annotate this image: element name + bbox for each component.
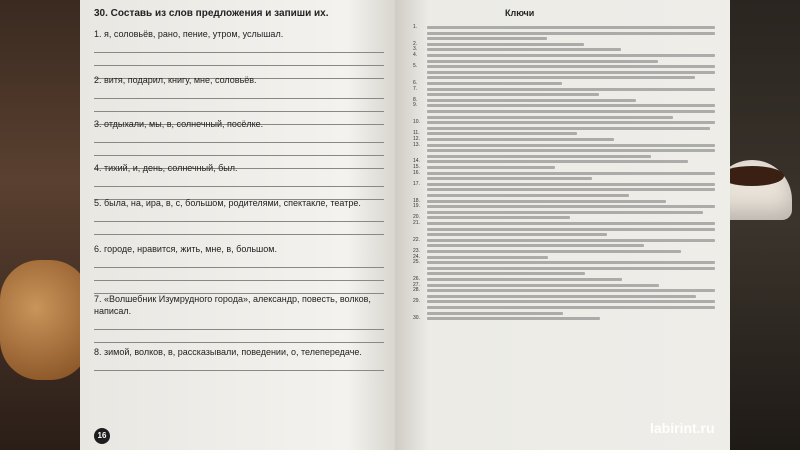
key-line bbox=[427, 267, 717, 270]
key-text-placeholder bbox=[427, 261, 715, 264]
key-line bbox=[413, 130, 717, 137]
key-text-placeholder bbox=[427, 99, 636, 102]
key-number: 28. bbox=[413, 287, 420, 294]
exercise-item-text: 7. «Волшебник Изумрудного города», александр, повесть, волков, написал. bbox=[94, 294, 371, 316]
key-text-placeholder bbox=[427, 295, 696, 298]
page-number: 16 bbox=[94, 428, 110, 444]
answer-line[interactable] bbox=[94, 65, 384, 66]
key-line bbox=[427, 233, 717, 236]
key-line bbox=[413, 24, 717, 30]
key-text-placeholder bbox=[427, 138, 614, 141]
key-number: 10. bbox=[413, 119, 420, 126]
key-number: 5. bbox=[413, 63, 418, 70]
key-line bbox=[413, 52, 717, 58]
key-text-placeholder bbox=[427, 60, 658, 63]
key-text-placeholder bbox=[427, 172, 715, 175]
key-text-placeholder bbox=[427, 48, 621, 51]
exercise-item-text: 6. городе, нравится, жить, мне, в, большом. bbox=[94, 244, 277, 254]
key-text-placeholder bbox=[427, 289, 715, 292]
key-text-placeholder bbox=[427, 32, 715, 35]
key-line bbox=[427, 76, 717, 79]
key-number: 3. bbox=[413, 46, 418, 53]
exercise-item bbox=[94, 197, 384, 235]
exercise-item bbox=[94, 243, 384, 294]
key-line bbox=[413, 287, 717, 294]
key-line bbox=[427, 110, 717, 113]
exercise-item-text: 4. тихий, и, день, солнечный, был. bbox=[94, 163, 238, 173]
key-text-placeholder bbox=[427, 200, 666, 203]
key-number: 25. bbox=[413, 259, 420, 266]
key-line bbox=[413, 169, 717, 176]
answer-line[interactable] bbox=[94, 98, 384, 99]
key-line bbox=[427, 312, 717, 315]
key-text-placeholder bbox=[427, 233, 607, 236]
key-number: 27. bbox=[413, 281, 420, 288]
croissant-image bbox=[0, 260, 90, 380]
key-line bbox=[413, 85, 717, 92]
key-line bbox=[427, 295, 717, 298]
key-text-placeholder bbox=[427, 144, 715, 147]
exercise-item-text: 1. я, соловьёв, рано, пение, утром, услышал. bbox=[94, 29, 284, 39]
key-number: 16. bbox=[413, 169, 420, 176]
key-number: 29. bbox=[413, 298, 420, 305]
key-number: 9. bbox=[413, 102, 418, 109]
key-text-placeholder bbox=[427, 216, 570, 219]
exercise-item-text: 8. зимой, волков, в, рассказывали, поведении, о, телепередаче. bbox=[94, 347, 362, 357]
exercise-item bbox=[94, 28, 384, 79]
key-line bbox=[413, 236, 717, 243]
exercise-item bbox=[94, 293, 384, 343]
key-number: 19. bbox=[413, 203, 420, 210]
key-line bbox=[413, 80, 717, 86]
key-line bbox=[413, 119, 717, 126]
key-number: 26. bbox=[413, 276, 420, 282]
key-line bbox=[413, 214, 717, 221]
answer-line[interactable] bbox=[94, 111, 384, 112]
key-line bbox=[427, 188, 717, 191]
key-text-placeholder bbox=[427, 312, 563, 315]
key-line bbox=[413, 253, 717, 260]
key-line bbox=[427, 228, 717, 231]
key-text-placeholder bbox=[427, 177, 592, 180]
key-number: 14. bbox=[413, 158, 420, 165]
key-line bbox=[413, 259, 717, 266]
key-number: 23. bbox=[413, 248, 420, 254]
key-line bbox=[413, 96, 717, 103]
key-line bbox=[413, 46, 717, 53]
exercise-title: 30. Составь из слов предложения и запиши их. bbox=[94, 8, 329, 19]
key-line bbox=[413, 281, 717, 288]
key-text-placeholder bbox=[427, 244, 644, 247]
key-text-placeholder bbox=[427, 250, 681, 253]
key-number: 18. bbox=[413, 197, 420, 204]
key-text-placeholder bbox=[427, 127, 710, 130]
key-text-placeholder bbox=[427, 205, 715, 208]
key-line bbox=[427, 93, 717, 96]
right-page bbox=[395, 0, 730, 450]
key-text-placeholder bbox=[427, 155, 651, 158]
answer-line[interactable] bbox=[94, 342, 384, 343]
key-line bbox=[413, 164, 717, 170]
key-text-placeholder bbox=[427, 300, 715, 303]
key-text-placeholder bbox=[427, 188, 715, 191]
key-line bbox=[413, 298, 717, 305]
answer-line[interactable] bbox=[94, 221, 384, 222]
key-text-placeholder bbox=[427, 183, 715, 186]
key-line bbox=[427, 177, 717, 180]
key-number: 13. bbox=[413, 141, 420, 148]
key-text-placeholder bbox=[427, 272, 585, 275]
key-number: 2. bbox=[413, 40, 418, 47]
keys-title: Ключи bbox=[505, 8, 535, 18]
answer-line[interactable] bbox=[94, 142, 384, 143]
key-line bbox=[413, 248, 717, 254]
key-text-placeholder bbox=[427, 166, 555, 169]
answer-line[interactable] bbox=[94, 280, 384, 281]
key-number: 22. bbox=[413, 236, 420, 243]
key-text-placeholder bbox=[427, 228, 715, 231]
answer-line[interactable] bbox=[94, 234, 384, 235]
key-line bbox=[427, 71, 717, 74]
key-number: 6. bbox=[413, 80, 418, 86]
watermark-logo: labirint.ru bbox=[650, 420, 715, 436]
key-text-placeholder bbox=[427, 267, 715, 270]
answer-line[interactable] bbox=[94, 267, 384, 268]
key-number: 20. bbox=[413, 214, 420, 221]
key-number: 12. bbox=[413, 136, 420, 142]
key-text-placeholder bbox=[427, 43, 584, 46]
key-line bbox=[427, 60, 717, 63]
exercise-item bbox=[94, 162, 384, 200]
exercise-item-text: 3. отдыхали, мы, в, солнечный, посёлке. bbox=[94, 119, 264, 129]
key-line bbox=[413, 63, 717, 70]
key-line bbox=[413, 180, 717, 187]
key-text-placeholder bbox=[427, 76, 695, 79]
key-number: 17. bbox=[413, 180, 420, 187]
key-number: 11. bbox=[413, 130, 420, 137]
key-text-placeholder bbox=[427, 149, 715, 152]
key-text-placeholder bbox=[427, 121, 715, 124]
key-text-placeholder bbox=[427, 93, 599, 96]
key-line bbox=[427, 211, 717, 214]
key-number: 8. bbox=[413, 96, 418, 103]
key-text-placeholder bbox=[427, 116, 673, 119]
answer-line[interactable] bbox=[94, 155, 384, 156]
key-text-placeholder bbox=[427, 284, 659, 287]
answer-line[interactable] bbox=[94, 370, 384, 371]
key-number: 21. bbox=[413, 220, 420, 226]
key-text-placeholder bbox=[427, 306, 715, 309]
answer-line[interactable] bbox=[94, 186, 384, 187]
answer-line[interactable] bbox=[94, 52, 384, 53]
key-text-placeholder bbox=[427, 37, 547, 40]
key-text-placeholder bbox=[427, 194, 629, 197]
key-text-placeholder bbox=[427, 104, 715, 107]
key-number: 15. bbox=[413, 164, 420, 170]
open-workbook bbox=[80, 0, 730, 450]
key-line bbox=[427, 37, 717, 40]
key-line bbox=[413, 158, 717, 165]
key-line bbox=[413, 203, 717, 210]
key-text-placeholder bbox=[427, 278, 622, 281]
key-text-placeholder bbox=[427, 82, 562, 85]
key-number: 7. bbox=[413, 85, 418, 92]
key-line bbox=[427, 116, 717, 119]
exercise-item-text: 2. витя, подарил, книгу, мне, соловьёв. bbox=[94, 75, 257, 85]
key-text-placeholder bbox=[427, 222, 715, 225]
key-line bbox=[413, 141, 717, 148]
key-text-placeholder bbox=[427, 256, 548, 259]
key-line bbox=[427, 306, 717, 309]
key-text-placeholder bbox=[427, 71, 715, 74]
key-line bbox=[427, 194, 717, 197]
key-line bbox=[413, 136, 717, 142]
left-page bbox=[80, 0, 395, 450]
key-number: 30. bbox=[413, 315, 420, 322]
exercise-item bbox=[94, 346, 384, 371]
key-text-placeholder bbox=[427, 54, 715, 57]
key-text-placeholder bbox=[427, 239, 715, 242]
key-text-placeholder bbox=[427, 317, 600, 320]
key-line bbox=[413, 197, 717, 204]
key-text-placeholder bbox=[427, 110, 715, 113]
key-text-placeholder bbox=[427, 160, 688, 163]
key-line bbox=[413, 220, 717, 226]
key-number: 4. bbox=[413, 52, 418, 58]
key-line bbox=[413, 315, 717, 322]
key-line bbox=[413, 276, 717, 282]
key-text-placeholder bbox=[427, 65, 715, 68]
answer-line[interactable] bbox=[94, 329, 384, 330]
key-line bbox=[413, 102, 717, 109]
key-line bbox=[427, 272, 717, 275]
key-line bbox=[427, 244, 717, 247]
key-number: 24. bbox=[413, 253, 420, 260]
key-number: 1. bbox=[413, 24, 418, 30]
key-line bbox=[427, 155, 717, 158]
key-text-placeholder bbox=[427, 26, 715, 29]
exercise-item-text: 5. была, на, ира, в, с, большом, родителями, спектакле, театре. bbox=[94, 198, 361, 208]
key-line bbox=[427, 149, 717, 152]
key-line bbox=[427, 32, 717, 35]
key-line bbox=[427, 127, 717, 130]
key-text-placeholder bbox=[427, 88, 715, 91]
key-line bbox=[413, 40, 717, 47]
key-text-placeholder bbox=[427, 211, 703, 214]
key-text-placeholder bbox=[427, 132, 577, 135]
